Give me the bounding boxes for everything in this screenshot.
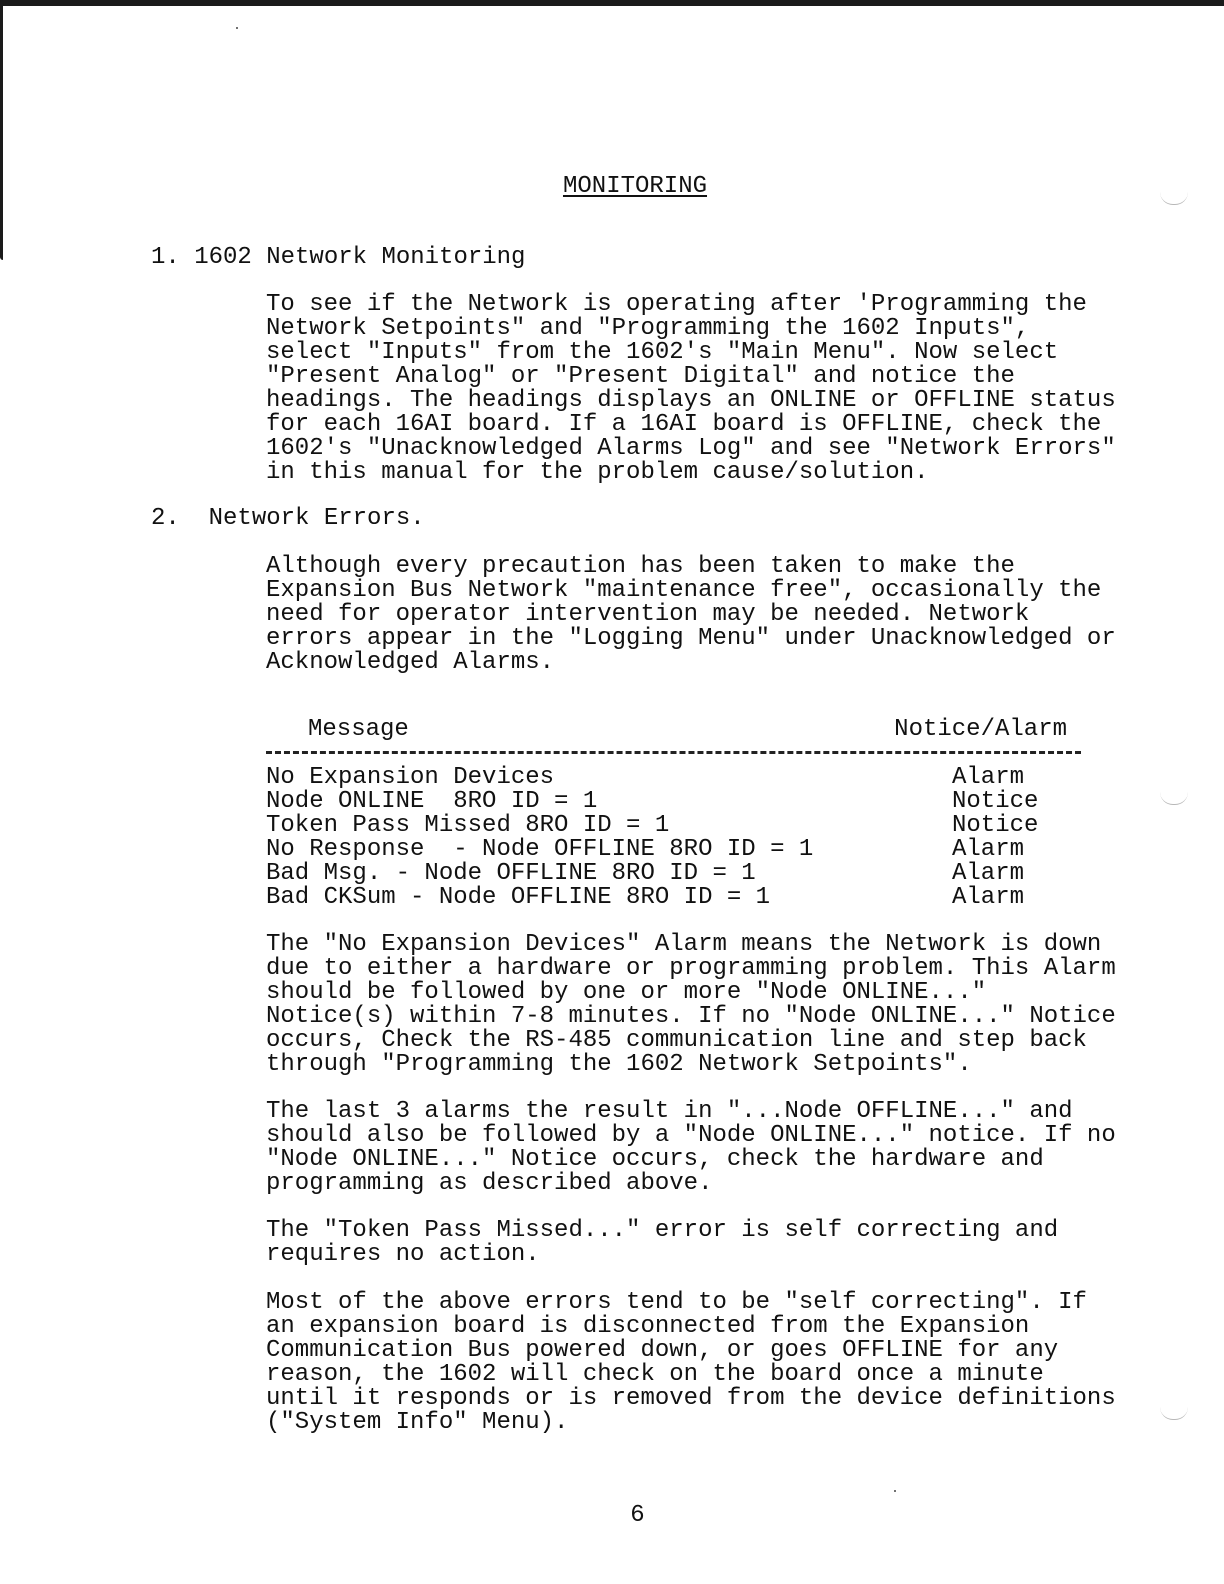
row-message: Bad Msg. - Node OFFLINE 8RO ID = 1: [266, 860, 756, 887]
table-row: [266, 766, 1081, 790]
row-message: No Response - Node OFFLINE 8RO ID = 1: [266, 836, 814, 863]
column-header-notice-alarm: Notice/Alarm: [894, 716, 1067, 743]
row-message: Node ONLINE 8RO ID = 1: [266, 788, 598, 815]
table-row: [266, 790, 1081, 814]
row-type: Alarm: [952, 836, 1025, 863]
table-row: [266, 862, 1081, 886]
row-message: Token Pass Missed 8RO ID = 1: [266, 812, 670, 839]
row-type: Notice: [952, 788, 1039, 815]
section-heading-network-monitoring: 1. 1602 Network Monitoring: [151, 244, 526, 271]
paragraph-network-monitoring: To see if the Network is operating after 'Programming the Network Setpoints" and "Programming the 1602 Inputs", select "Inputs" from the 1602's "Main Menu". Now select "Present Analog" or "Present Digital" and notice the headings. The headings displays an ONLINE or OFFLINE status for each 16AI board. If a 16AI board is OFFLINE, check the 1602's "Unacknowledged Alarms Log" and see "Network Errors" in this manual for the problem cause/solution.: [266, 291, 1116, 486]
table-row: [266, 838, 1081, 862]
paragraph-token-pass: The "Token Pass Missed..." error is self correcting and requires no action.: [266, 1217, 1059, 1268]
paragraph-no-expansion-devices: The "No Expansion Devices" Alarm means the Network is down due to either a hardware or programming problem. This Alarm should be followed by one or more "Node ONLINE..." Notice(s) within 7-8 minutes. If no "Node ONLINE..." Notice occurs, Check the RS-485 communication line and step back through "Programming the 1602 Network Setpoints".: [266, 931, 1116, 1078]
row-type: Notice: [952, 812, 1039, 839]
row-type: Alarm: [952, 884, 1025, 911]
scan-speck: [894, 1490, 896, 1492]
section-heading-network-errors: 2. Network Errors.: [151, 505, 425, 532]
paragraph-network-errors-intro: Although every precaution has been taken to make the Expansion Bus Network "maintenance free", occasionally the need for operator intervention may be needed. Network errors appear in the "Logging Menu" under Unacknowledged or Acknowledged Alarms.: [266, 553, 1116, 676]
margin-mark: [1160, 1407, 1188, 1420]
table-header-rule: [266, 751, 1081, 754]
network-error-table: [266, 766, 1081, 910]
scan-speck: [236, 27, 238, 29]
row-message: Bad CKSum - Node OFFLINE 8RO ID = 1: [266, 884, 771, 911]
table-row: [266, 886, 1081, 910]
table-row: [266, 814, 1081, 838]
column-header-message: Message: [308, 716, 409, 743]
scan-edge-left: [0, 0, 3, 260]
row-type: Alarm: [952, 764, 1025, 791]
paragraph-self-correcting: Most of the above errors tend to be "self correcting". If an expansion board is disconnected from the Expansion Communication Bus powered down, or goes OFFLINE for any reason, the 1602 will check on the board once a minute until it responds or is removed from the device definitions ("System Info" Menu).: [266, 1289, 1116, 1436]
margin-mark: [1160, 792, 1188, 805]
paragraph-node-offline: The last 3 alarms the result in "...Node OFFLINE..." and should also be followed by a "Node ONLINE..." notice. If no "Node ONLINE..." Notice occurs, check the hardware and programming as described above.: [266, 1098, 1116, 1197]
page-number: 6: [630, 1502, 645, 1529]
page-title: MONITORING: [562, 173, 708, 200]
row-message: No Expansion Devices: [266, 764, 555, 791]
scan-edge-top: [0, 0, 1224, 6]
row-type: Alarm: [952, 860, 1025, 887]
